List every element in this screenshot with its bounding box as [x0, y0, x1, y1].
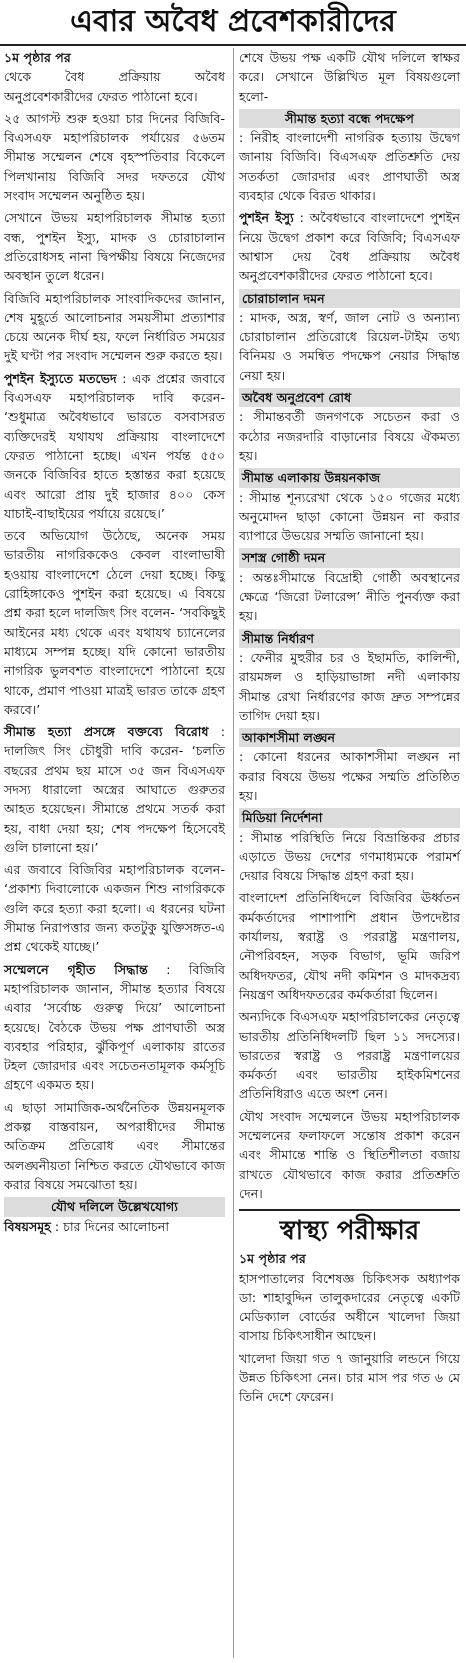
paragraph: : সীমান্তবর্তী জনগণকে সচেতন করা ও কঠোর নজরদারি বাড়ানোর বিষয়ে ঐকমত্য হয়।: [239, 409, 460, 463]
second-story: [239, 1209, 460, 1406]
paragraph: : কোনো ধরনের আকাশসীমা লঙ্ঘন না করার বিষয়ে উভয় পক্ষের সম্মতি প্রতিষ্ঠিত হয়।: [239, 749, 460, 803]
boxed-subhead: আকাশসীমা লঙ্ঘন: [239, 728, 460, 747]
paragraph: : নিরীহ বাংলাদেশী নাগরিক হত্যায় উদ্বেগ জানায় বিজিবি। বিএসএফ প্রতিশ্রুতি দেয় সতর্কতা জোরদার এবং প্রাণঘাতী অস্ত্র ব্যবহার থেকে বিরত থাকার।: [239, 130, 460, 204]
subhead: সীমান্ত হত্যা প্রসঙ্গে বক্তব্যে বিরোধ: [4, 724, 209, 740]
headline: এবার অবৈধ প্রবেশকারীদের: [0, 0, 466, 46]
paragraph: : ফেনীর মুহুরীর চর ও ইছামতি, কালিন্দী, রায়মঙ্গল ও হাড়িয়াভাঙ্গা নদী এলাকায় সীমান্ত রেখা নির্ধারণের কাজ দ্রুত সম্পন্নের তাগিদ দেয়া হয়।: [239, 649, 460, 723]
right-column: [239, 48, 460, 1410]
paragraph: বিষয়সমূহ : চার দিনের আলোচনা: [4, 1218, 170, 1234]
boxed-subhead: সশস্ত্র গোষ্ঠী দমন: [239, 548, 460, 567]
paragraph: : মাদক, অস্ত্র, স্বর্ণ, জাল নোট ও অন্যান্য চোরাচালান প্রতিরোধে রিয়েল-টাইম তথ্য বিনিময় ও সমন্বিত পদক্ষেপ নেয়ার সিদ্ধান্ত নেয়া হয়।: [239, 309, 460, 383]
paragraph: অন্যদিকে বিএসএফ মহাপরিচালকের নেতৃত্বে ভারতীয় প্রতিনিধিদলটি ছিল ১১ সদস্যের। ভারতের স্বরাষ্ট্র ও পররাষ্ট্র মন্ত্রণালয়ের কর্মকর্তা এবং ভারতীয় হাইকমিশনের প্রতিনিধিরাও এতে অংশ নেন।: [239, 1009, 460, 1102]
boxed-subhead: চোরাচালান দমন: [239, 289, 460, 308]
continued-label: ১ম পৃষ্ঠার পর: [239, 1251, 306, 1267]
boxed-subhead: সীমান্ত নির্ধারণ: [239, 629, 460, 648]
paragraph: তবে অভিযোগ উঠেছে, অনেক সময় ভারতীয় নাগরিককেও কেবল বাংলাভাষী হওয়ায় বাংলাদেশে ঠেলে দেয়া হচ্ছে। কিছু রোহিঙ্গাকেও পুশইন করা হয়েছে। এ বিষয়ে প্রশ্ন করা হলে দালজিৎ সিং বলেন- ‘সবকিছুই আইনের মধ্য থেকে এবং যথাযথ চ্যানেলের মাধ্যমে সম্পন্ন হচ্ছে। যদি কোনো ভারতীয় নাগরিক ভুলবশত বাংলাদেশে পাঠানো হয়ে থাকে, প্রমাণ পাওয়া মাত্রই ভারত তাকে গ্রহণ করবে।’: [4, 528, 225, 717]
paragraph: যৌথ সংবাদ সম্মেলনে উভয় মহাপরিচালক সম্মেলনের ফলাফলে সন্তোষ প্রকাশ করেন এবং সীমান্তে শান্তি ও স্থিতিশীলতা বজায় রাখতে যৌথভাবে কাজ করার প্রতিশ্রুতি দেন।: [239, 1108, 460, 1201]
continued-label: ১ম পৃষ্ঠার পর: [4, 50, 71, 65]
paragraph: বাংলাদেশ প্রতিনিধিদলে বিজিবির ঊর্ধ্বতন কর্মকর্তাদের পাশাপাশি প্রধান উপদেষ্টার কার্যালয়, স্বরাষ্ট্র ও পররাষ্ট্র মন্ত্রণালয়, নৌপরিবহন, সড়ক বিভাগ, ভূমি জরিপ অধিদফতর, যৌথ নদী কমিশন ও মাদকদ্রব্য নিয়ন্ত্রণ অধিদফতরের কর্মকর্তারা ছিলেন।: [239, 890, 460, 1002]
boxed-subhead: যৌথ দলিলে উল্লেখযোগ্য: [4, 1197, 225, 1216]
paragraph: থেকে বৈধ প্রক্রিয়ায় অবৈধ অনুপ্রবেশকারীদের ফেরত পাঠানো হবে।: [4, 69, 225, 104]
subhead: সম্মেলনে গৃহীত সিদ্ধান্ত: [4, 961, 148, 977]
paragraph: সম্মেলনে গৃহীত সিদ্ধান্ত : বিজিবি মহাপরিচালক জানান, সীমান্ত হত্যার বিষয়ে এবার ‘সর্বোচ্চ গুরুত্ব দিয়ে’ আলোচনা হয়েছে। বৈঠকে উভয় পক্ষ প্রাণঘাতী অস্ত্র ব্যবহার পরিহার, ঝুঁকিপূর্ণ এলাকায় রাতের টহল জোরদার এবং সচেতনতামূলক কর্মসূচি গ্রহণে একমত হয়।: [4, 961, 225, 1093]
paragraph: বিজিবি মহাপরিচালক সাংবাদিকদের জানান, শেষ মুহূর্তে আলোচনার সময়সীমা প্রত্যাশার চেয়ে অনেক দীর্ঘ হয়, ফলে নির্ধারিত সময়ের দুই ঘণ্টা পর সংবাদ সম্মেলন শুরু করতে হয়।: [4, 290, 225, 364]
paragraph: খালেদা জিয়া গত ৭ জানুয়ারি লন্ডনে গিয়ে উন্নত চিকিৎসা নেন। চার মাস পর গত ৬ মে তিনি দেশে ফেরেন।: [239, 1350, 460, 1405]
boxed-subhead: মিডিয়া নির্দেশনা: [239, 808, 460, 827]
boxed-subhead: সীমান্ত হত্যা বন্ধে পদক্ষেপ: [239, 109, 460, 128]
left-column: [4, 48, 225, 1239]
paragraph: : সীমান্ত শূন্যরেখা থেকে ১৫০ গজের মধ্যে অনুমোদন ছাড়া কোনো উন্নয়ন না করার ব্যাপারে উভয়ের সম্মতি জানানো হয়।: [239, 489, 460, 544]
column-rule: [233, 48, 234, 1658]
paragraph: : সীমান্ত পরিস্থিতি নিয়ে বিভ্রান্তিকর প্রচার এড়াতে উভয় দেশের গণমাধ্যমকে পরামর্শ দেয়ার বিষয়ে সিদ্ধান্ত গ্রহণ করা হয়।: [239, 829, 460, 884]
paragraph: : অন্তঃসীমান্তে বিদ্রোহী গোষ্ঠী অবস্থানের ক্ষেত্রে ‘জিরো টলারেন্স’ নীতি পুনর্ব্যক্ত করা হয়।: [239, 569, 460, 624]
subhead: পুশইন ইস্যু: [239, 210, 294, 226]
paragraph: হাসপাতালের বিশেষজ্ঞ চিকিৎসক অধ্যাপক ডা: শাহাবুদ্দিন তালুকদারের নেতৃত্বে একটি মেডিক্যাল বোর্ডের অধীনে খালেদা জিয়া বাসায় চিকিৎসাধীন আছেন।: [239, 1270, 460, 1344]
subhead: বিষয়সমূহ: [4, 1218, 51, 1234]
paragraph: এর জবাবে বিজিবির মহাপরিচালক বলেন- ‘প্রকাশ্য দিবালোকে একজন শিশু নাগরিককে গুলি করে হত্যা করা হলো। এ ধরনের ঘটনা সীমান্ত নিরাপত্তার জন্য কতটুকু যুক্তিসঙ্গত-এ প্রশ্ন থেকেই যাচ্ছে।’: [4, 862, 225, 955]
boxed-subhead: অবৈধ অনুপ্রবেশ রোধ: [239, 388, 460, 407]
paragraph: পুশইন ইস্যু : অবৈধভাবে বাংলাদেশে পুশইন নিয়ে উদ্বেগ প্রকাশ করে বিজিবি; বিএসএফ আশ্বাস দেয় বৈধ প্রক্রিয়ায় অবৈধ অনুপ্রবেশকারীদের ফেরত পাঠানো হবে।: [239, 210, 460, 284]
second-headline: স্বাস্থ্য পরীক্ষার: [279, 1216, 420, 1247]
paragraph: সেখানে উভয় মহাপরিচালক সীমান্ত হত্যা বন্ধ, পুশইন ইস্যু, মাদক ও চোরাচালান প্রতিরোধসহ নানা দ্বিপক্ষীয় বিষয়ে নিজেদের অবস্থান তুলে ধরেন।: [4, 210, 225, 284]
paragraph: এ ছাড়া সামাজিক-অর্থনৈতিক উন্নয়নমূলক প্রকল্প বাস্তবায়ন, অপরাধীদের সীমান্ত অতিক্রম প্রতিরোধ এবং সীমান্তের অলঙ্ঘনীয়তা নিশ্চিত করতে যৌথভাবে কাজ করার বিষয়ে সমঝোতা হয়।: [4, 1099, 225, 1192]
paragraph: শেষে উভয় পক্ষ একটি যৌথ দলিলে স্বাক্ষর করে। সেখানে উল্লিখিত মূল বিষয়গুলো হলো-: [239, 50, 460, 104]
paragraph: সীমান্ত হত্যা প্রসঙ্গে বক্তব্যে বিরোধ : দালজিৎ সিং চৌধুরী দাবি করেন- ‘চলতি বছরের প্রথম ছয় মাসে ৩৫ জন বিএসএফ সদস্য ধারালো অস্ত্রের আঘাতে গুরুতর আহত হয়েছেন। সীমান্তে প্রথমে সতর্ক করা হয়, বাধা দেয়া হয়; শেষ পদক্ষেপ হিসেবেই গুলি চালানো হয়।’: [4, 724, 225, 855]
subhead: পুশইন ইস্যুতে মতভেদ: [4, 370, 117, 386]
paragraph: পুশইন ইস্যুতে মতভেদ : এক প্রশ্নের জবাবে বিএসএফ মহাপরিচালক দাবি করেন- ‘শুধুমাত্র অবৈধভাবে ভারতে বসবাসরত ব্যক্তিদেরই যথাযথ প্রক্রিয়ায় বাংলাদেশে ফেরত পাঠানো হচ্ছে। এখন পর্যন্ত ৫৫০ জনকে বিজিবির হাতে হস্তান্তর করা হয়েছে এবং আরো প্রায় দুই হাজার ৪০০ কেস যাচাই-বাছাইয়ের পর্যায়ে রয়েছে।’: [4, 370, 225, 521]
boxed-subhead: সীমান্ত এলাকায় উন্নয়নকাজ: [239, 468, 460, 487]
paragraph: ২৫ আগস্ট শুরু হওয়া চার দিনের বিজিবি-বিএসএফ মহাপরিচালক পর্যায়ের ৫৬তম সীমান্ত সম্মেলন শেষে বৃহস্পতিবার বিকেলে পিলখানায় বিজিবি সদর দফতরে যৌথ সংবাদ সম্মেলন অনুষ্ঠিত হয়।: [4, 110, 225, 204]
